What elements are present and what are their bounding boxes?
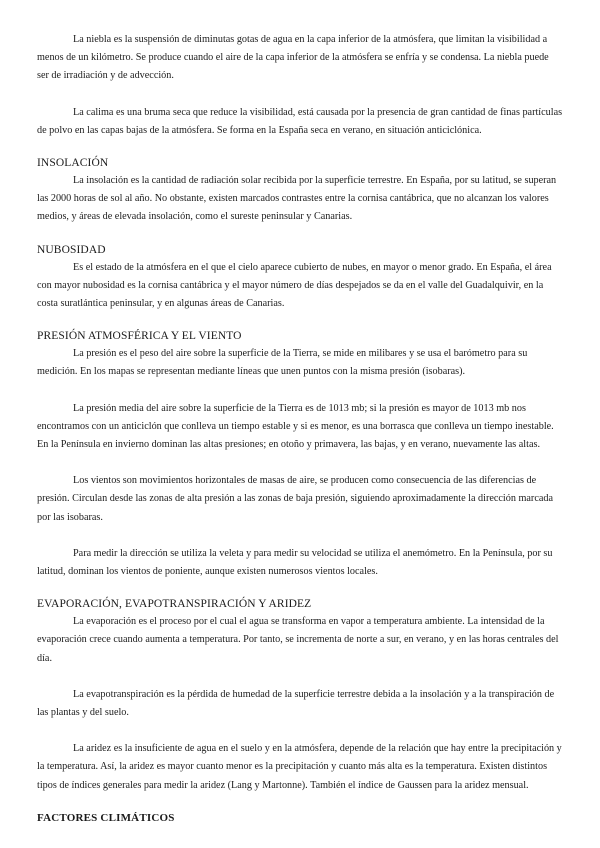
heading-insolacion: INSOLACIÓN (37, 157, 109, 170)
paragraph-veleta: Para medir la dirección se utiliza la veleta y para medir su velocidad se utiliza el anemómetro. En la Península, por su latitud, dominan los vientos de poniente, aunque existen numerosos vientos locales. (37, 547, 553, 578)
paragraph-evaporacion: La evaporación es el proceso por el cual el agua se transforma en vapor a temperatura ambiente. La intensidad de la evaporación crece cuando aumenta a temperatura. Por tanto, se incrementa de norte a sur, en verano, y en las horas centrales del día. (37, 616, 559, 664)
paragraph-aridez: La aridez es la insuficiente de agua en el suelo y en la atmósfera, depende de la relación que hay entre la precipitación y la temperatura. Así, la aridez es mayor cuanto menor es la precipitación y cuanto más alta es la temperatura. Existen distintos tipos de índices generales para medir la aridez (Lang y Martonne). También el índice de Gaussen para la aridez mensual. (37, 743, 562, 791)
heading-factores-climaticos: FACTORES CLIMÁTICOS (37, 811, 175, 824)
paragraph-calima: La calima es una bruma seca que reduce la visibilidad, está causada por la presencia de gran cantidad de finas partículas de polvo en las capas bajas de la atmósfera. Se forma en la España seca en verano, en situación anticiclónica. (37, 106, 563, 136)
heading-nubosidad: NUBOSIDAD (37, 243, 106, 256)
paragraph-nubosidad: Es el estado de la atmósfera en el que el cielo aparece cubierto de nubes, en mayor o menor grado. En España, el área con mayor nubosidad es la cornisa cantábrica y el mayor número de días despejados se da en el valle del Guadalquivir, en la costa suratlántica peninsular, y en algunas áreas de Canarias. (37, 261, 552, 310)
document-page (37, 31, 563, 827)
paragraph-niebla: La niebla es la suspensión de diminutas gotas de agua en la capa inferior de la atmósfera, que limitan la visibilidad a menos de un kilómetro. Se produce cuando el aire de la capa inferior de la atmósfera se enfría y se condensa. La niebla puede ser de irradiación y de advección. (37, 34, 549, 82)
paragraph-insolacion: La insolación es la cantidad de radiación solar recibida por la superficie terrestre. En España, por su latitud, se superan las 2000 horas de sol al año. No obstante, existen marcados contrastes entre la cornisa cantábrica, que no alcanzan los valores medios, y áreas de elevada insolación, como el sureste peninsular y Canarias. (37, 175, 557, 223)
paragraph-vientos: Los vientos son movimientos horizontales de masas de aire, se producen como consecuencia de las diferencias de presión. Circulan desde las zonas de alta presión a las zonas de baja presión, siguiendo aproximadamente la dirección marcada por las isobaras. (37, 475, 553, 523)
paragraph-presion: La presión es el peso del aire sobre la superficie de la Tierra, se mide en milibares y se usa el barómetro para su medición. En los mapas se representan mediante líneas que unen puntos con la misma presión (isobaras). (37, 348, 528, 378)
heading-evaporacion: EVAPORACIÓN, EVAPOTRANSPIRACIÓN Y ARIDEZ (37, 598, 312, 611)
paragraph-presion-media: La presión media del aire sobre la superficie de la Tierra es de 1013 mb; si la presión es mayor de 1013 mb nos encontramos con un anticiclón que conlleva un tiempo estable y si es menor, es una borrasca que conlleva un tiempo inestable. En la Península en invierno dominan las altas presiones; en otoño y primavera, las bajas, y en verano, nuevamente las altas. (37, 402, 554, 451)
paragraph-evapotranspiracion: La evapotranspiración es la pérdida de humedad de la superficie terrestre debida a la insolación y a la transpiración de las plantas y del suelo. (37, 688, 555, 719)
heading-presion-viento: PRESIÓN ATMOSFÉRICA Y EL VIENTO (37, 330, 242, 343)
